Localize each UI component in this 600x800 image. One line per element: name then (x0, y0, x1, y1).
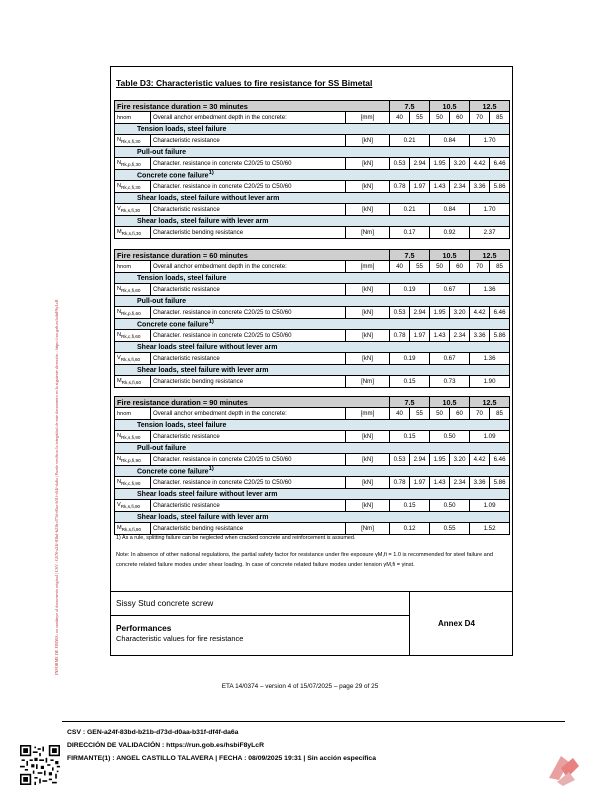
section-label: Pull-out failure (115, 147, 510, 158)
depth-cell: 40 (390, 112, 410, 124)
depth-cell: 60 (450, 261, 470, 273)
value-cell: 6.46 (490, 158, 510, 170)
divider (110, 615, 409, 616)
value-cell: 2.94 (410, 307, 430, 319)
section-text: Concrete cone failure (137, 172, 209, 180)
value-cell: 5.86 (490, 330, 510, 342)
section-label: Tension loads, steel failure (115, 420, 510, 431)
section-row (115, 319, 510, 330)
table-row (115, 523, 510, 535)
row-label: Characteristic resistance (151, 135, 346, 147)
value-cell: 2.94 (410, 158, 430, 170)
footnote-marker: 1) (208, 170, 214, 177)
section-label: Shear loads, steel failure without lever arm (115, 193, 510, 204)
row-label: Characteristic resistance (151, 431, 346, 443)
divider (409, 591, 410, 656)
depth-cell: 50 (430, 261, 450, 273)
size-header: 7.5 (390, 250, 430, 261)
unit-cell: [kN] (346, 307, 390, 319)
depth-cell: 70 (470, 261, 490, 273)
value-cell: 0.53 (390, 454, 410, 466)
section-row (115, 420, 510, 431)
footnote-marker: 1) (208, 319, 214, 326)
section-row (115, 273, 510, 284)
row-label: Characteristic resistance (151, 284, 346, 296)
unit-cell: [kN] (346, 158, 390, 170)
section-row (115, 170, 510, 181)
symbol-cell: $N_{Rk,c,fi,90}$ (115, 477, 151, 489)
size-header: 7.5 (390, 101, 430, 112)
value-cell: 4.42 (470, 307, 490, 319)
value-cell: 2.94 (410, 454, 430, 466)
symbol-cell: $N_{Rk,p,fi,90}$ (115, 454, 151, 466)
depth-cell: 40 (390, 261, 410, 273)
qr-code-icon (20, 745, 60, 785)
section-row (115, 124, 510, 135)
value-cell: 1.36 (470, 353, 510, 365)
table-row (115, 284, 510, 296)
value-cell: 1.90 (470, 376, 510, 388)
row-label: Character. resistance in concrete C20/25 to C50/60 (151, 454, 346, 466)
section-row (115, 216, 510, 227)
section-label: Shear loads steel failure without lever arm (115, 489, 510, 500)
unit-cell: [kN] (346, 330, 390, 342)
value-cell: 0.17 (390, 227, 430, 239)
row-label: Character. resistance in concrete C20/25 to C50/60 (151, 477, 346, 489)
depth-cell: 40 (390, 408, 410, 420)
footnote: 1) As a rule, splitting failure can be neglected when cracked concrete and reinforcement is assumed. (116, 535, 356, 541)
unit-cell: [kN] (346, 204, 390, 216)
value-cell: 1.43 (430, 477, 450, 489)
value-cell: 2.37 (470, 227, 510, 239)
table-row (115, 500, 510, 512)
value-cell: 1.97 (410, 477, 430, 489)
size-header: 12.5 (470, 250, 510, 261)
section-row (115, 365, 510, 376)
symbol-cell: $N_{Rk,s,fi,90}$ (115, 431, 151, 443)
annex-label: Annex D4 (438, 619, 475, 628)
symbol-cell: $V_{Rk,s,fi,90}$ (115, 500, 151, 512)
size-header: 7.5 (390, 397, 430, 408)
value-cell: 1.09 (470, 431, 510, 443)
depth-cell: 60 (450, 408, 470, 420)
depth-cell: 70 (470, 408, 490, 420)
value-cell: 4.42 (470, 158, 490, 170)
row-label: Character. resistance in concrete C20/25 to C50/60 (151, 158, 346, 170)
row-label: Overall anchor embedment depth in the concrete: (151, 408, 346, 420)
value-cell: 3.20 (450, 454, 470, 466)
row-label: Characteristic bending resistance (151, 376, 346, 388)
row-label: Character. resistance in concrete C20/25 to C50/60 (151, 307, 346, 319)
fire-table-60 (114, 249, 510, 388)
divider (110, 591, 513, 592)
value-cell: 1.09 (470, 500, 510, 512)
value-cell: 0.78 (390, 330, 410, 342)
table-row (115, 158, 510, 170)
size-header: 12.5 (470, 101, 510, 112)
note: Note: In absence of other national regulations, the partial safety factor for resistance under fire exposure γM,fi = 1.0 is recommended for steel failure and concrete related failure modes under shear loading. In case of concrete related failure modes under tension γM,fi = γinst. (116, 552, 494, 568)
symbol-cell: $N_{Rk,c,fi,60}$ (115, 330, 151, 342)
section-row (115, 489, 510, 500)
table-row (115, 181, 510, 193)
value-cell: 0.15 (390, 500, 430, 512)
depth-cell: 60 (450, 112, 470, 124)
duration-header: Fire resistance duration = 30 minutes (115, 101, 390, 112)
value-cell: 1.95 (430, 158, 450, 170)
product-name: Sissy Stud concrete screw (116, 598, 214, 608)
size-header: 12.5 (470, 397, 510, 408)
table-row (115, 204, 510, 216)
unit-cell: [kN] (346, 500, 390, 512)
section-label: Pull-out failure (115, 443, 510, 454)
validation-url[interactable]: DIRECCIÓN DE VALIDACIÓN : https://run.gob.es/hsbiF8yLcR (67, 742, 264, 749)
value-cell: 1.52 (470, 523, 510, 535)
section-row (115, 443, 510, 454)
value-cell: 0.73 (430, 376, 470, 388)
value-cell: 0.67 (430, 353, 470, 365)
symbol-cell: $N_{Rk,s,fi,30}$ (115, 135, 151, 147)
value-cell: 0.92 (430, 227, 470, 239)
depth-cell: 55 (410, 261, 430, 273)
unit-cell: [kN] (346, 477, 390, 489)
row-label: Characteristic bending resistance (151, 523, 346, 535)
section-row (115, 193, 510, 204)
table-row (115, 477, 510, 489)
table-row (115, 330, 510, 342)
symbol-cell: $V_{Rk,s,fi,30}$ (115, 204, 151, 216)
unit-cell: [kN] (346, 135, 390, 147)
unit-cell: [kN] (346, 431, 390, 443)
section-label (115, 319, 510, 330)
value-cell: 1.43 (430, 330, 450, 342)
performances-title: Performances (116, 623, 172, 633)
value-cell: 0.21 (390, 135, 430, 147)
symbol-cell: $M_{Rk,s,fi,30}$ (115, 227, 151, 239)
depth-cell: 70 (470, 112, 490, 124)
fire-table-30 (114, 100, 510, 239)
table-row (115, 227, 510, 239)
value-cell: 6.46 (490, 454, 510, 466)
table-row (115, 353, 510, 365)
csv-code: CSV : GEN-a24f-83bd-b21b-d73d-d0aa-b31f-df4f-da6a (67, 729, 239, 736)
depth-cell: 55 (410, 112, 430, 124)
value-cell: 1.95 (430, 307, 450, 319)
section-label (115, 170, 510, 181)
value-cell: 1.43 (430, 181, 450, 193)
table-row (115, 135, 510, 147)
row-label: Character. resistance in concrete C20/25 to C50/60 (151, 330, 346, 342)
section-row (115, 512, 510, 523)
depth-cell: 50 (430, 408, 450, 420)
symbol-cell: $N_{Rk,p,fi,60}$ (115, 307, 151, 319)
value-cell: 2.34 (450, 477, 470, 489)
row-label: Characteristic resistance (151, 500, 346, 512)
section-text: Concrete cone failure (137, 468, 209, 476)
section-row (115, 147, 510, 158)
duration-header: Fire resistance duration = 90 minutes (115, 397, 390, 408)
table-header-row (115, 250, 510, 261)
size-header: 10.5 (430, 250, 470, 261)
table-header-row (115, 397, 510, 408)
page-reference: ETA 14/0374 – version 4 of 15/07/2025 – page 29 of 25 (221, 683, 379, 690)
value-cell: 5.86 (490, 477, 510, 489)
duration-header: Fire resistance duration = 60 minutes (115, 250, 390, 261)
value-cell: 0.53 (390, 158, 410, 170)
table-title: Table D3: Characteristic values to fire resistance for SS Bimetal (116, 78, 373, 88)
table-row (115, 376, 510, 388)
symbol-cell: hnom (115, 261, 151, 273)
value-cell: 1.97 (410, 181, 430, 193)
section-label: Shear loads, steel failure with lever arm (115, 216, 510, 227)
section-row (115, 296, 510, 307)
value-cell: 0.15 (390, 376, 430, 388)
section-label: Shear loads steel failure without lever arm (115, 342, 510, 353)
value-cell: 0.84 (430, 135, 470, 147)
value-cell: 5.86 (490, 181, 510, 193)
row-label: Character. resistance in concrete C20/25 to C50/60 (151, 181, 346, 193)
row-label: Overall anchor embedment depth in the concrete: (151, 112, 346, 124)
row-label: Characteristic resistance (151, 353, 346, 365)
section-label: Tension loads, steel failure (115, 273, 510, 284)
depth-cell: 55 (410, 408, 430, 420)
unit-cell: [kN] (346, 284, 390, 296)
value-cell: 6.46 (490, 307, 510, 319)
symbol-cell: hnom (115, 408, 151, 420)
table-row (115, 454, 510, 466)
value-cell: 3.36 (470, 330, 490, 342)
section-label: Pull-out failure (115, 296, 510, 307)
unit-cell: [mm] (346, 408, 390, 420)
depth-cell: 85 (490, 261, 510, 273)
value-cell: 2.34 (450, 181, 470, 193)
value-cell: 3.20 (450, 158, 470, 170)
value-cell: 3.20 (450, 307, 470, 319)
unit-cell: [Nm] (346, 523, 390, 535)
divider (62, 721, 565, 722)
symbol-cell: $M_{Rk,s,fi,60}$ (115, 376, 151, 388)
value-cell: 1.70 (470, 135, 510, 147)
section-label: Shear loads, steel failure with lever arm (115, 512, 510, 523)
unit-cell: [kN] (346, 353, 390, 365)
value-cell: 0.78 (390, 477, 410, 489)
unit-cell: [mm] (346, 261, 390, 273)
value-cell: 0.19 (390, 284, 430, 296)
table-row (115, 112, 510, 124)
value-cell: 0.78 (390, 181, 410, 193)
row-label: Characteristic bending resistance (151, 227, 346, 239)
value-cell: 3.36 (470, 181, 490, 193)
size-header: 10.5 (430, 397, 470, 408)
symbol-cell: $N_{Rk,p,fi,30}$ (115, 158, 151, 170)
symbol-cell: $M_{Rk,s,fi,90}$ (115, 523, 151, 535)
value-cell: 0.50 (430, 500, 470, 512)
agency-logo-icon (543, 748, 583, 788)
value-cell: 3.36 (470, 477, 490, 489)
value-cell: 1.36 (470, 284, 510, 296)
table-row (115, 307, 510, 319)
section-text: Concrete cone failure (137, 321, 209, 329)
section-row (115, 466, 510, 477)
value-cell: 4.42 (470, 454, 490, 466)
depth-cell: 85 (490, 112, 510, 124)
value-cell: 0.67 (430, 284, 470, 296)
value-cell: 0.12 (390, 523, 430, 535)
size-header: 10.5 (430, 101, 470, 112)
value-cell: 0.55 (430, 523, 470, 535)
row-label: Characteristic resistance (151, 204, 346, 216)
section-row (115, 342, 510, 353)
value-cell: 2.34 (450, 330, 470, 342)
row-label: Overall anchor embedment depth in the concrete: (151, 261, 346, 273)
performances-subtitle: Characteristic values for fire resistance (116, 634, 244, 643)
footnote-marker: 1) (208, 466, 214, 473)
symbol-cell: $N_{Rk,s,fi,60}$ (115, 284, 151, 296)
table-header-row (115, 101, 510, 112)
table-row (115, 261, 510, 273)
depth-cell: 85 (490, 408, 510, 420)
section-label: Tension loads, steel failure (115, 124, 510, 135)
symbol-cell: $V_{Rk,s,fi,60}$ (115, 353, 151, 365)
unit-cell: [mm] (346, 112, 390, 124)
fire-table-90 (114, 396, 510, 535)
value-cell: 0.84 (430, 204, 470, 216)
section-label: Shear loads, steel failure with lever arm (115, 365, 510, 376)
value-cell: 0.53 (390, 307, 410, 319)
symbol-cell: $N_{Rk,c,fi,30}$ (115, 181, 151, 193)
value-cell: 1.97 (410, 330, 430, 342)
unit-cell: [Nm] (346, 227, 390, 239)
value-cell: 0.21 (390, 204, 430, 216)
value-cell: 0.15 (390, 431, 430, 443)
value-cell: 0.19 (390, 353, 430, 365)
symbol-cell: hnom (115, 112, 151, 124)
unit-cell: [Nm] (346, 376, 390, 388)
table-row (115, 431, 510, 443)
value-cell: 0.50 (430, 431, 470, 443)
value-cell: 1.95 (430, 454, 450, 466)
table-row (115, 408, 510, 420)
section-label (115, 466, 510, 477)
signer-info: FIRMANTE(1) : ANGEL CASTILLO TALAVERA | FECHA : 08/09/2025 19:31 | Sin acción específica (67, 755, 376, 762)
signature-side-note: INFORME DE FIRMA: no sustituye al documento original | CSV : GEN-a24f-83bd-b21b-d73d-d0aa-b31f-df4f-da6a | Puede verificar la integridad de este documento en la siguiente dirección : https://run.gob.es/hsbiF8yLcR (54, 299, 59, 675)
value-cell: 1.70 (470, 204, 510, 216)
unit-cell: [kN] (346, 454, 390, 466)
unit-cell: [kN] (346, 181, 390, 193)
depth-cell: 50 (430, 112, 450, 124)
